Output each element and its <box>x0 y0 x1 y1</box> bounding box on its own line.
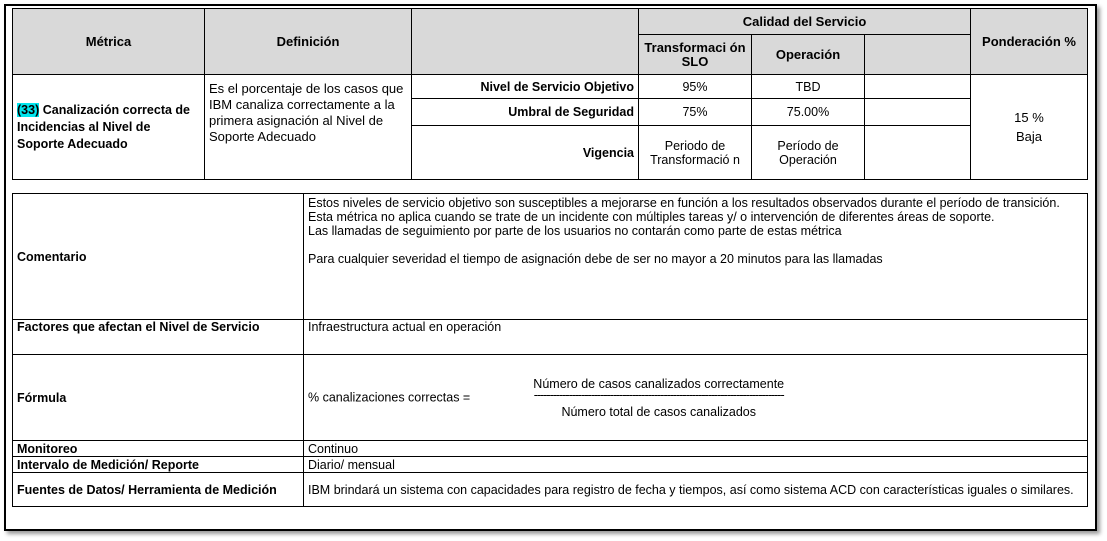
header-empty <box>412 9 639 75</box>
umbral-blank <box>865 99 971 126</box>
monitoreo-value: Continuo <box>304 441 1088 457</box>
umbral-transformacion: 75% <box>639 99 752 126</box>
intervalo-value: Diario/ mensual <box>304 457 1088 473</box>
nivel-servicio-blank <box>865 75 971 99</box>
comentario-line: Esta métrica no aplica cuando se trate de un incidente con múltiples tareas y/ o intervención de diferentes áreas de soporte. <box>308 210 995 224</box>
ponderacion-value: 15 % <box>1014 110 1044 125</box>
document-frame <box>4 4 1097 531</box>
formula-numerator: Número de casos canalizados correctamente <box>533 376 785 391</box>
fuentes-value: IBM brindará un sistema con capacidades para registro de fecha y tiempos, así como sistema ACD con características iguales o similares. <box>304 473 1088 507</box>
factores-value: Infraestructura actual en operación <box>304 320 1088 355</box>
header-ponderacion: Ponderación % <box>971 9 1088 75</box>
formula-label: Fórmula <box>13 355 304 441</box>
fuentes-label: Fuentes de Datos/ Herramienta de Medición <box>13 473 304 507</box>
ponderacion-level: Baja <box>1015 129 1043 144</box>
metric-definition: Es el porcentaje de los casos que IBM canaliza correctamente a la primera asignación al Nivel de Soporte Adecuado <box>205 75 412 180</box>
nivel-servicio-operacion: TBD <box>752 75 865 99</box>
ponderacion-cell <box>971 75 1088 180</box>
comentario-line: Las llamadas de seguimiento por parte de los usuarios no contarán como parte de estas métrica <box>308 224 842 238</box>
formula-divider: ------------------------------------------------------------------------------- <box>533 390 784 401</box>
metric-name-cell <box>13 75 205 180</box>
formula-fraction <box>474 377 844 419</box>
factores-label: Factores que afectan el Nivel de Servicio <box>13 320 304 355</box>
nivel-servicio-transformacion: 95% <box>639 75 752 99</box>
monitoreo-label: Monitoreo <box>13 441 304 457</box>
header-definicion: Definición <box>205 9 412 75</box>
vigencia-blank <box>865 126 971 180</box>
comentario-line: Para cualquier severidad el tiempo de asignación debe de ser no mayor a 20 minutos para las llamadas <box>308 252 883 266</box>
umbral-operacion: 75.00% <box>752 99 865 126</box>
comentario-text <box>304 194 1088 320</box>
metric-name: Canalización correcta de Incidencias al Nivel de Soporte Adecuado <box>17 102 190 151</box>
vigencia-operacion: Período de Operación <box>752 126 865 180</box>
header-blank <box>865 35 971 75</box>
metric-number: (33) <box>17 102 40 117</box>
row-label-vigencia: Vigencia <box>412 126 639 180</box>
row-label-umbral: Umbral de Seguridad <box>412 99 639 126</box>
formula-denominator: Número total de casos canalizados <box>561 404 756 419</box>
vigencia-transformacion: Periodo de Transformació n <box>639 126 752 180</box>
header-metrica: Métrica <box>13 9 205 75</box>
metric-details-table <box>12 193 1088 507</box>
comentario-line: Estos niveles de servicio objetivo son susceptibles a mejorarse en función a los resultados observados durante el período de transición. <box>308 196 1060 210</box>
row-label-nivel-servicio: Nivel de Servicio Objetivo <box>412 75 639 99</box>
header-calidad: Calidad del Servicio <box>639 9 971 35</box>
formula-lhs: % canalizaciones correctas = <box>308 389 471 404</box>
header-transformacion-slo: Transformaci ón SLO <box>639 35 752 75</box>
comentario-label: Comentario <box>13 194 304 320</box>
metric-summary-table <box>12 8 1088 180</box>
header-operacion: Operación <box>752 35 865 75</box>
formula-cell <box>304 355 1088 441</box>
intervalo-label: Intervalo de Medición/ Reporte <box>13 457 304 473</box>
